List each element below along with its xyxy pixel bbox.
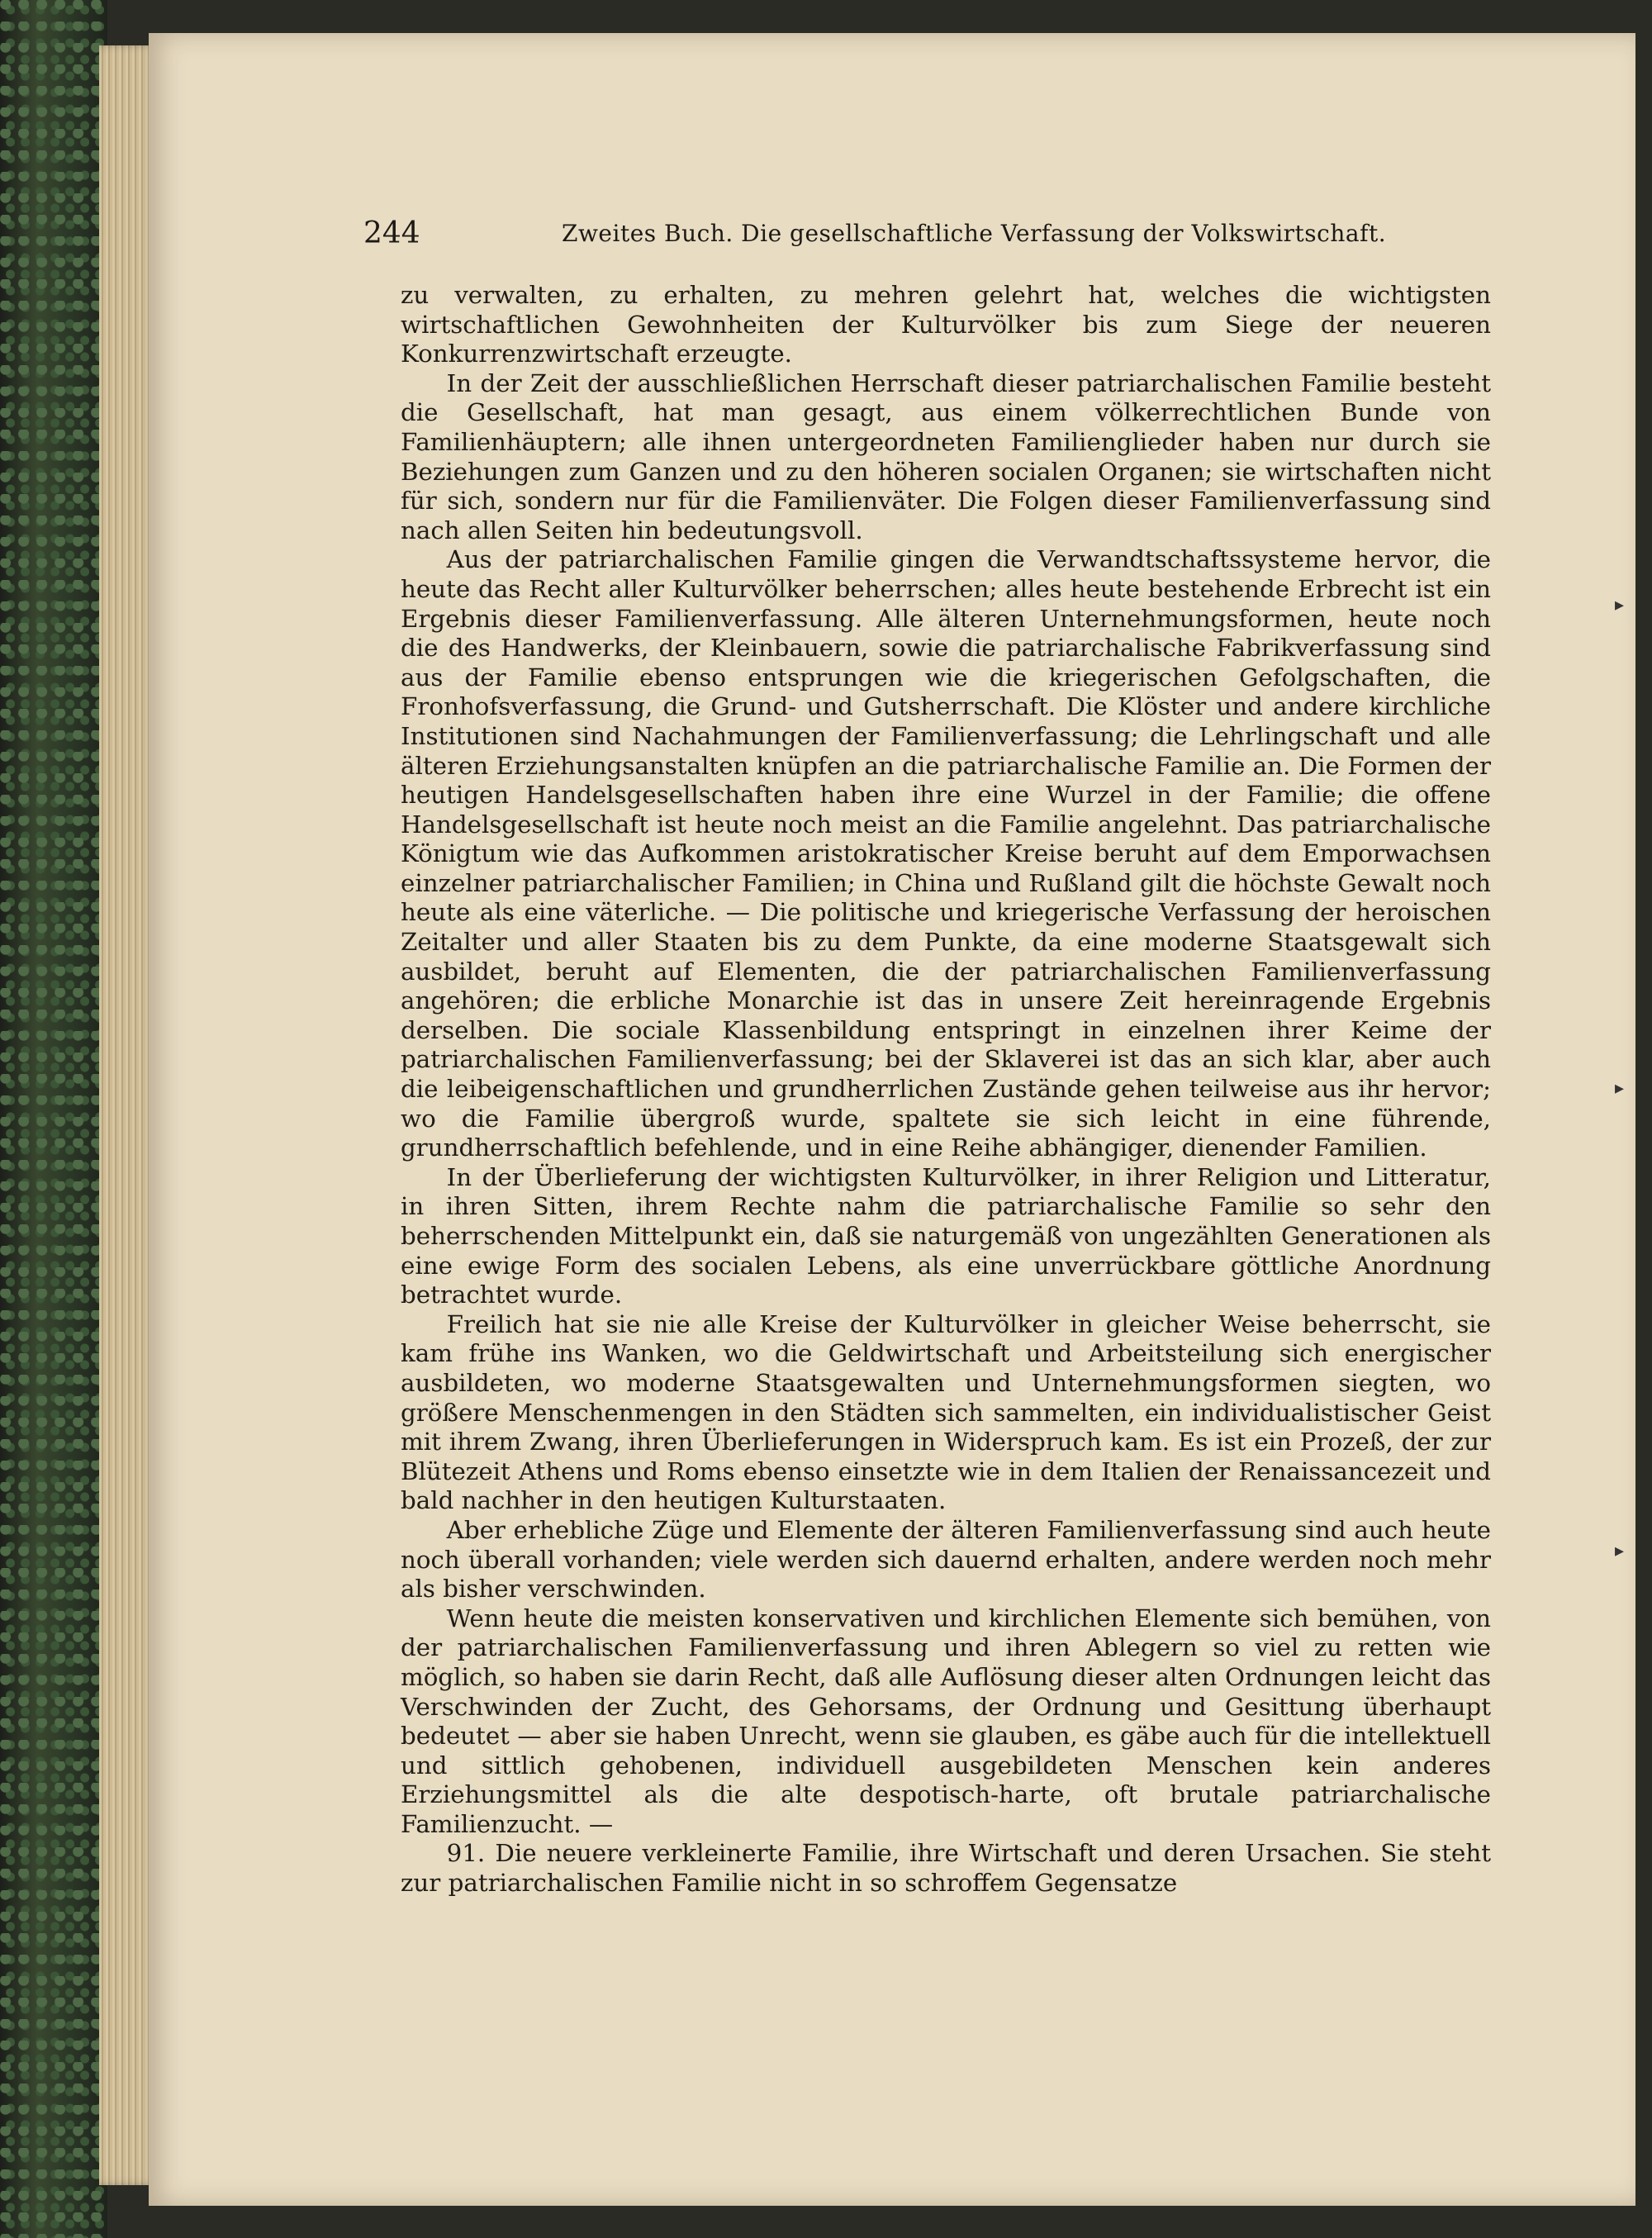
paragraph: Freilich hat sie nie alle Kreise der Kulturvölker in gleicher Weise beherrscht, sie kam frühe ins Wanken, wo die Geldwirtschaft und Arbeitsteilung sich energischer ausbildeten, wo moderne Staatsgewalten und Unternehmungsformen siegten, wo größere Menschenmengen in den Städten sich sammelten, ein individualistischer Geist mit ihrem Zwang, ihren Überlieferungen in Widerspruch kam. Es ist ein Prozeß, der zur Blütezeit Athens und Roms ebenso einsetzte wie in dem Italien der Renaissancezeit und bald nachher in den heutigen Kulturstaaten. — [401, 1309, 1491, 1515]
margin-mark: ▸ — [1615, 595, 1625, 615]
paragraph: In der Zeit der ausschließlichen Herrschaft dieser patriarchalischen Familie besteht die Gesellschaft, hat man gesagt, aus einem völkerrechtlichen Bunde von Familienhäuptern; alle ihnen untergeordneten Familienglieder haben nur durch sie Beziehungen zum Ganzen und zu den höheren socialen Organen; sie wirtschaften nicht für sich, sondern nur für die Familienväter. Die Folgen dieser Familienverfassung sind nach allen Seiten hin bedeutungsvoll. — [401, 368, 1491, 544]
paragraph: In der Überlieferung der wichtigsten Kulturvölker, in ihrer Religion und Litteratur, in ihren Sitten, ihrem Rechte nahm die patriarchalische Familie so sehr den beherrschenden Mittelpunkt ein, daß sie naturgemäß von ungezählten Generationen als eine ewige Form des socialen Lebens, als eine unverrückbare göttliche Anordnung betrachtet wurde. — [401, 1162, 1491, 1309]
paragraph: 91. Die neuere verkleinerte Familie, ihre Wirtschaft und deren Ursachen. Sie steht zur patriarchalischen Familie nicht in so schroffem Gegensatze — [401, 1839, 1491, 1898]
paragraph: Wenn heute die meisten konservativen und kirchlichen Elemente sich bemühen, von der patriarchalischen Familienverfassung und ihren Ablegern so viel zu retten wie möglich, so haben sie darin Recht, daß alle Auflösung dieser alten Ordnungen leicht das Verschwinden der Zucht, des Gehorsams, der Ordnung und Gesittung überhaupt bedeutet — aber sie haben Unrecht, wenn sie glauben, es gäbe auch für die intellektuell und sittlich gehobenen, individuell ausgebildeten Menschen kein anderes Erziehungsmittel als die alte despotisch-harte, oft brutale patriarchalische Familienzucht. — — [401, 1604, 1491, 1838]
margin-mark: ▸ — [1615, 1078, 1625, 1099]
page-number: 244 — [363, 216, 420, 250]
margin-mark: ▸ — [1615, 1541, 1625, 1561]
paragraph: zu verwalten, zu erhalten, zu mehren gelehrt hat, welches die wichtigsten wirtschaftlichen Gewohnheiten der Kulturvölker bis zum Siege der neueren Konkurrenzwirtschaft erzeugte. — [401, 281, 1491, 368]
paragraph: Aus der patriarchalischen Familie gingen die Verwandtschaftssysteme hervor, die heute das Recht aller Kulturvölker beherrschen; alles heute bestehende Erbrecht ist ein Ergebnis dieser Familienverfassung. Alle älteren Unternehmungsformen, heute noch die des Handwerks, der Kleinbauern, sowie die patriarchalische Fabrikverfassung sind aus der Familie ebenso entsprungen wie die kriegerischen Gefolgschaften, die Fronhofsverfassung, die Grund- und Gutsherrschaft. Die Klöster und andere kirchliche Institutionen sind Nachahmungen der Familienverfassung; die Lehrlingschaft und alle älteren Erziehungsanstalten knüpfen an die patriarchalische Familie an. Die Formen der heutigen Handelsgesellschaften haben ihre eine Wurzel in der Familie; die offene Handelsgesellschaft ist heute noch meist an die Familie angelehnt. Das patriarchalische Königtum wie das Aufkommen aristokratischer Kreise beruht auf dem Emporwachsen einzelner patriarchalischer Familien; in China und Rußland gilt die höchste Gewalt noch heute als eine väterliche. — Die politische und kriegerische Verfassung der heroischen Zeitalter und aller Staaten bis zu dem Punkte, da eine moderne Staatsgewalt sich ausbildet, beruht auf Elementen, die der patriarchalischen Familienverfassung angehören; die erbliche Monarchie ist das in unsere Zeit hereinragende Ergebnis derselben. Die sociale Klassenbildung entspringt in einzelnen ihrer Keime der patriarchalischen Familienverfassung; bei der Sklaverei ist das an sich klar, aber auch die leibeigenschaftlichen und grundherrlichen Zustände gehen teilweise aus ihr hervor; wo die Familie übergroß wurde, spaltete sie sich leicht in eine führende, grundherrschaftlich befehlende, und in eine Reihe abhängiger, dienender Familien. — [401, 545, 1491, 1162]
running-head: Zweites Buch. Die gesellschaftliche Verfassung der Volkswirtschaft. — [562, 220, 1387, 247]
paragraph: Aber erhebliche Züge und Elemente der älteren Familienverfassung sind auch heute noch überall vorhanden; viele werden sich dauernd erhalten, andere werden noch mehr als bisher verschwinden. — [401, 1515, 1491, 1604]
book-cover-edge — [0, 0, 107, 2238]
body-text — [401, 281, 1491, 1898]
